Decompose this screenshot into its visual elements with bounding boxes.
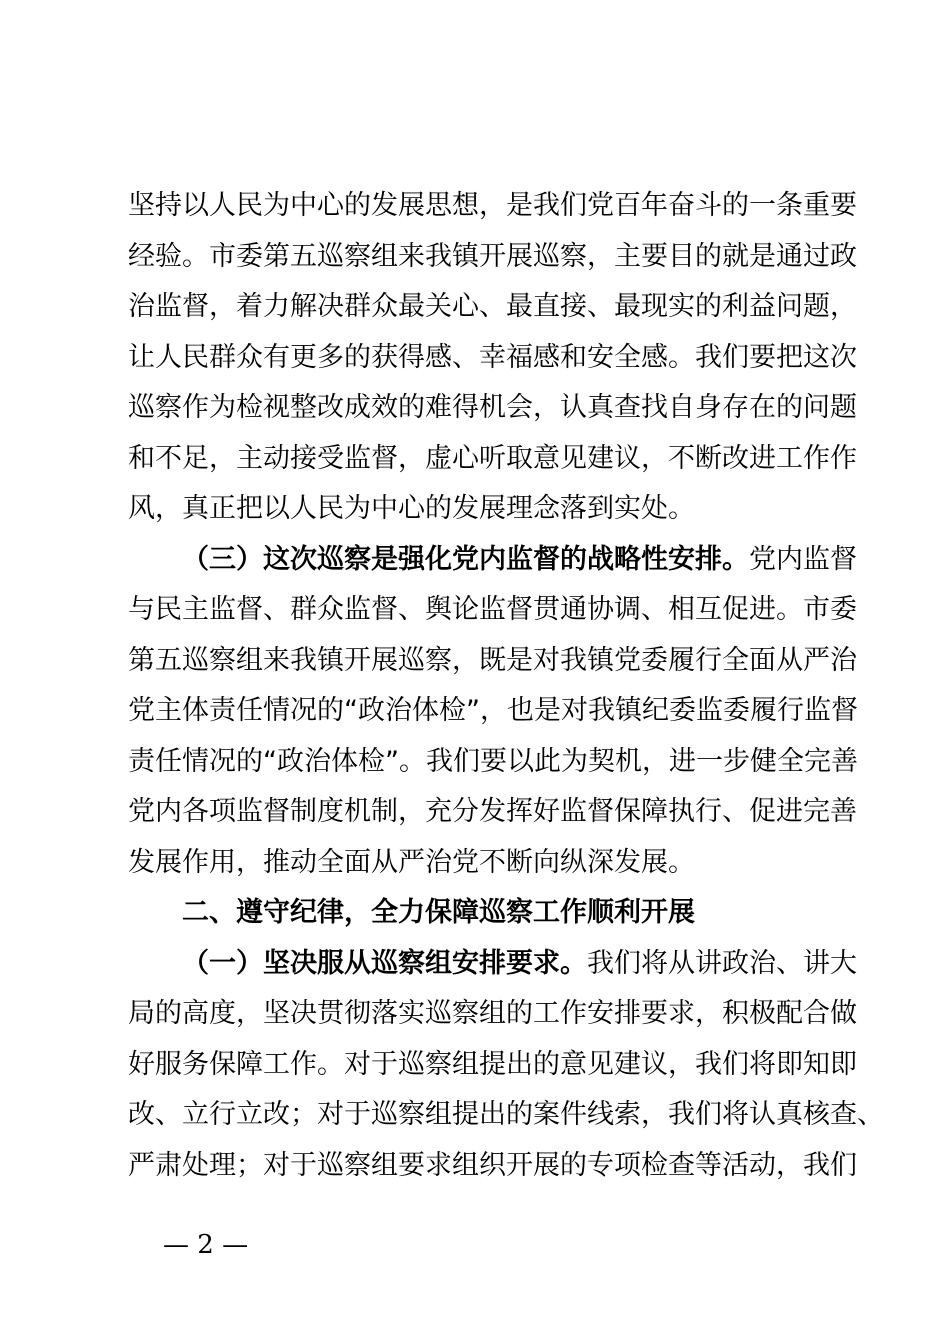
text-line: 严 肃 处 理 ； 对 于 巡 察 组 要 求 组 织 开 展 的 专 项 检 查 等 活 动 ， 我 们 [128,1150,857,1181]
page-number: — 2 — [163,1230,249,1260]
text-line: 党 主 体 责 任 情 况 的 “ 政 治 体 检 ” ， 也 是 对 我 镇 纪 委 监 委 履 行 监 督 [128,695,858,726]
text-line: 党 内 各 项 监 督 制 度 机 制 ， 充 分 发 挥 好 监 督 保 障 执 行 、 促 进 完 善 [128,796,857,827]
text-line: 治 监 督 ， 着 力 解 决 群 众 最 关 心 、 最 直 接 、 最 现 实 的 利 益 问 题 ， [128,291,857,322]
text-line: 与 民 主 监 督 、 群 众 监 督 、 舆 论 监 督 贯 通 协 调 、 相 互 促 进 。 市 委 [128,594,857,625]
text-line: 第 五 巡 察 组 来 我 镇 开 展 巡 察 ， 既 是 对 我 镇 党 委 履 行 全 面 从 严 治 [128,645,857,676]
text-line: 坚 持 以 人 民 为 中 心 的 发 展 思 想 ， 是 我 们 党 百 年 奋 斗 的 一 条 重 要 [128,190,857,221]
text-line: 和 不 足 ， 主 动 接 受 监 督 ， 虚 心 听 取 意 见 建 议 ， 不 断 改 进 工 作 作 [128,443,857,474]
section-heading: 二、遵守纪律，全力保障巡察工作顺利开展 [182,897,695,928]
text-line: （ 三 ） 这 次 巡 察 是 强 化 党 内 监 督 的 战 略 性 安 排 。 党 内 监 督 [182,544,857,575]
text-line: 好 服 务 保 障 工 作 。 对 于 巡 察 组 提 出 的 意 见 建 议 ， 我 们 将 即 知 即 [128,1049,857,1080]
text-line: 让 人 民 群 众 有 更 多 的 获 得 感 、 幸 福 感 和 安 全 感 。 我 们 要 把 这 次 [128,342,857,373]
text-line: 经 验 。 市 委 第 五 巡 察 组 来 我 镇 开 展 巡 察 ， 主 要 目 的 就 是 通 过 政 [128,241,857,272]
text-line: 发 展 作 用 ， 推 动 全 面 从 严 治 党 不 断 向 纵 深 发 展 。 [128,847,695,878]
text-line: 改 、 立 行 立 改 ； 对 于 巡 察 组 提 出 的 案 件 线 索 ， 我 们 将 认 真 核 查 、 [128,1099,884,1130]
text-line: 责 任 情 况 的 “ 政 治 体 检 ” 。 我 们 要 以 此 为 契 机 ， 进 一 步 健 全 完 善 [128,746,858,777]
text-line: 巡 察 作 为 检 视 整 改 成 效 的 难 得 机 会 ， 认 真 查 找 自 身 存 在 的 问 题 [128,392,857,423]
text-line: （ 一 ） 坚 决 服 从 巡 察 组 安 排 要 求 。 我 们 将 从 讲 政 治 、 讲 大 [182,948,857,979]
text-line: 局 的 高 度 ， 坚 决 贯 彻 落 实 巡 察 组 的 工 作 安 排 要 求 ， 积 极 配 合 做 [128,998,857,1029]
text-line: 风 ， 真 正 把 以 人 民 为 中 心 的 发 展 理 念 落 到 实 处 。 [128,493,695,524]
